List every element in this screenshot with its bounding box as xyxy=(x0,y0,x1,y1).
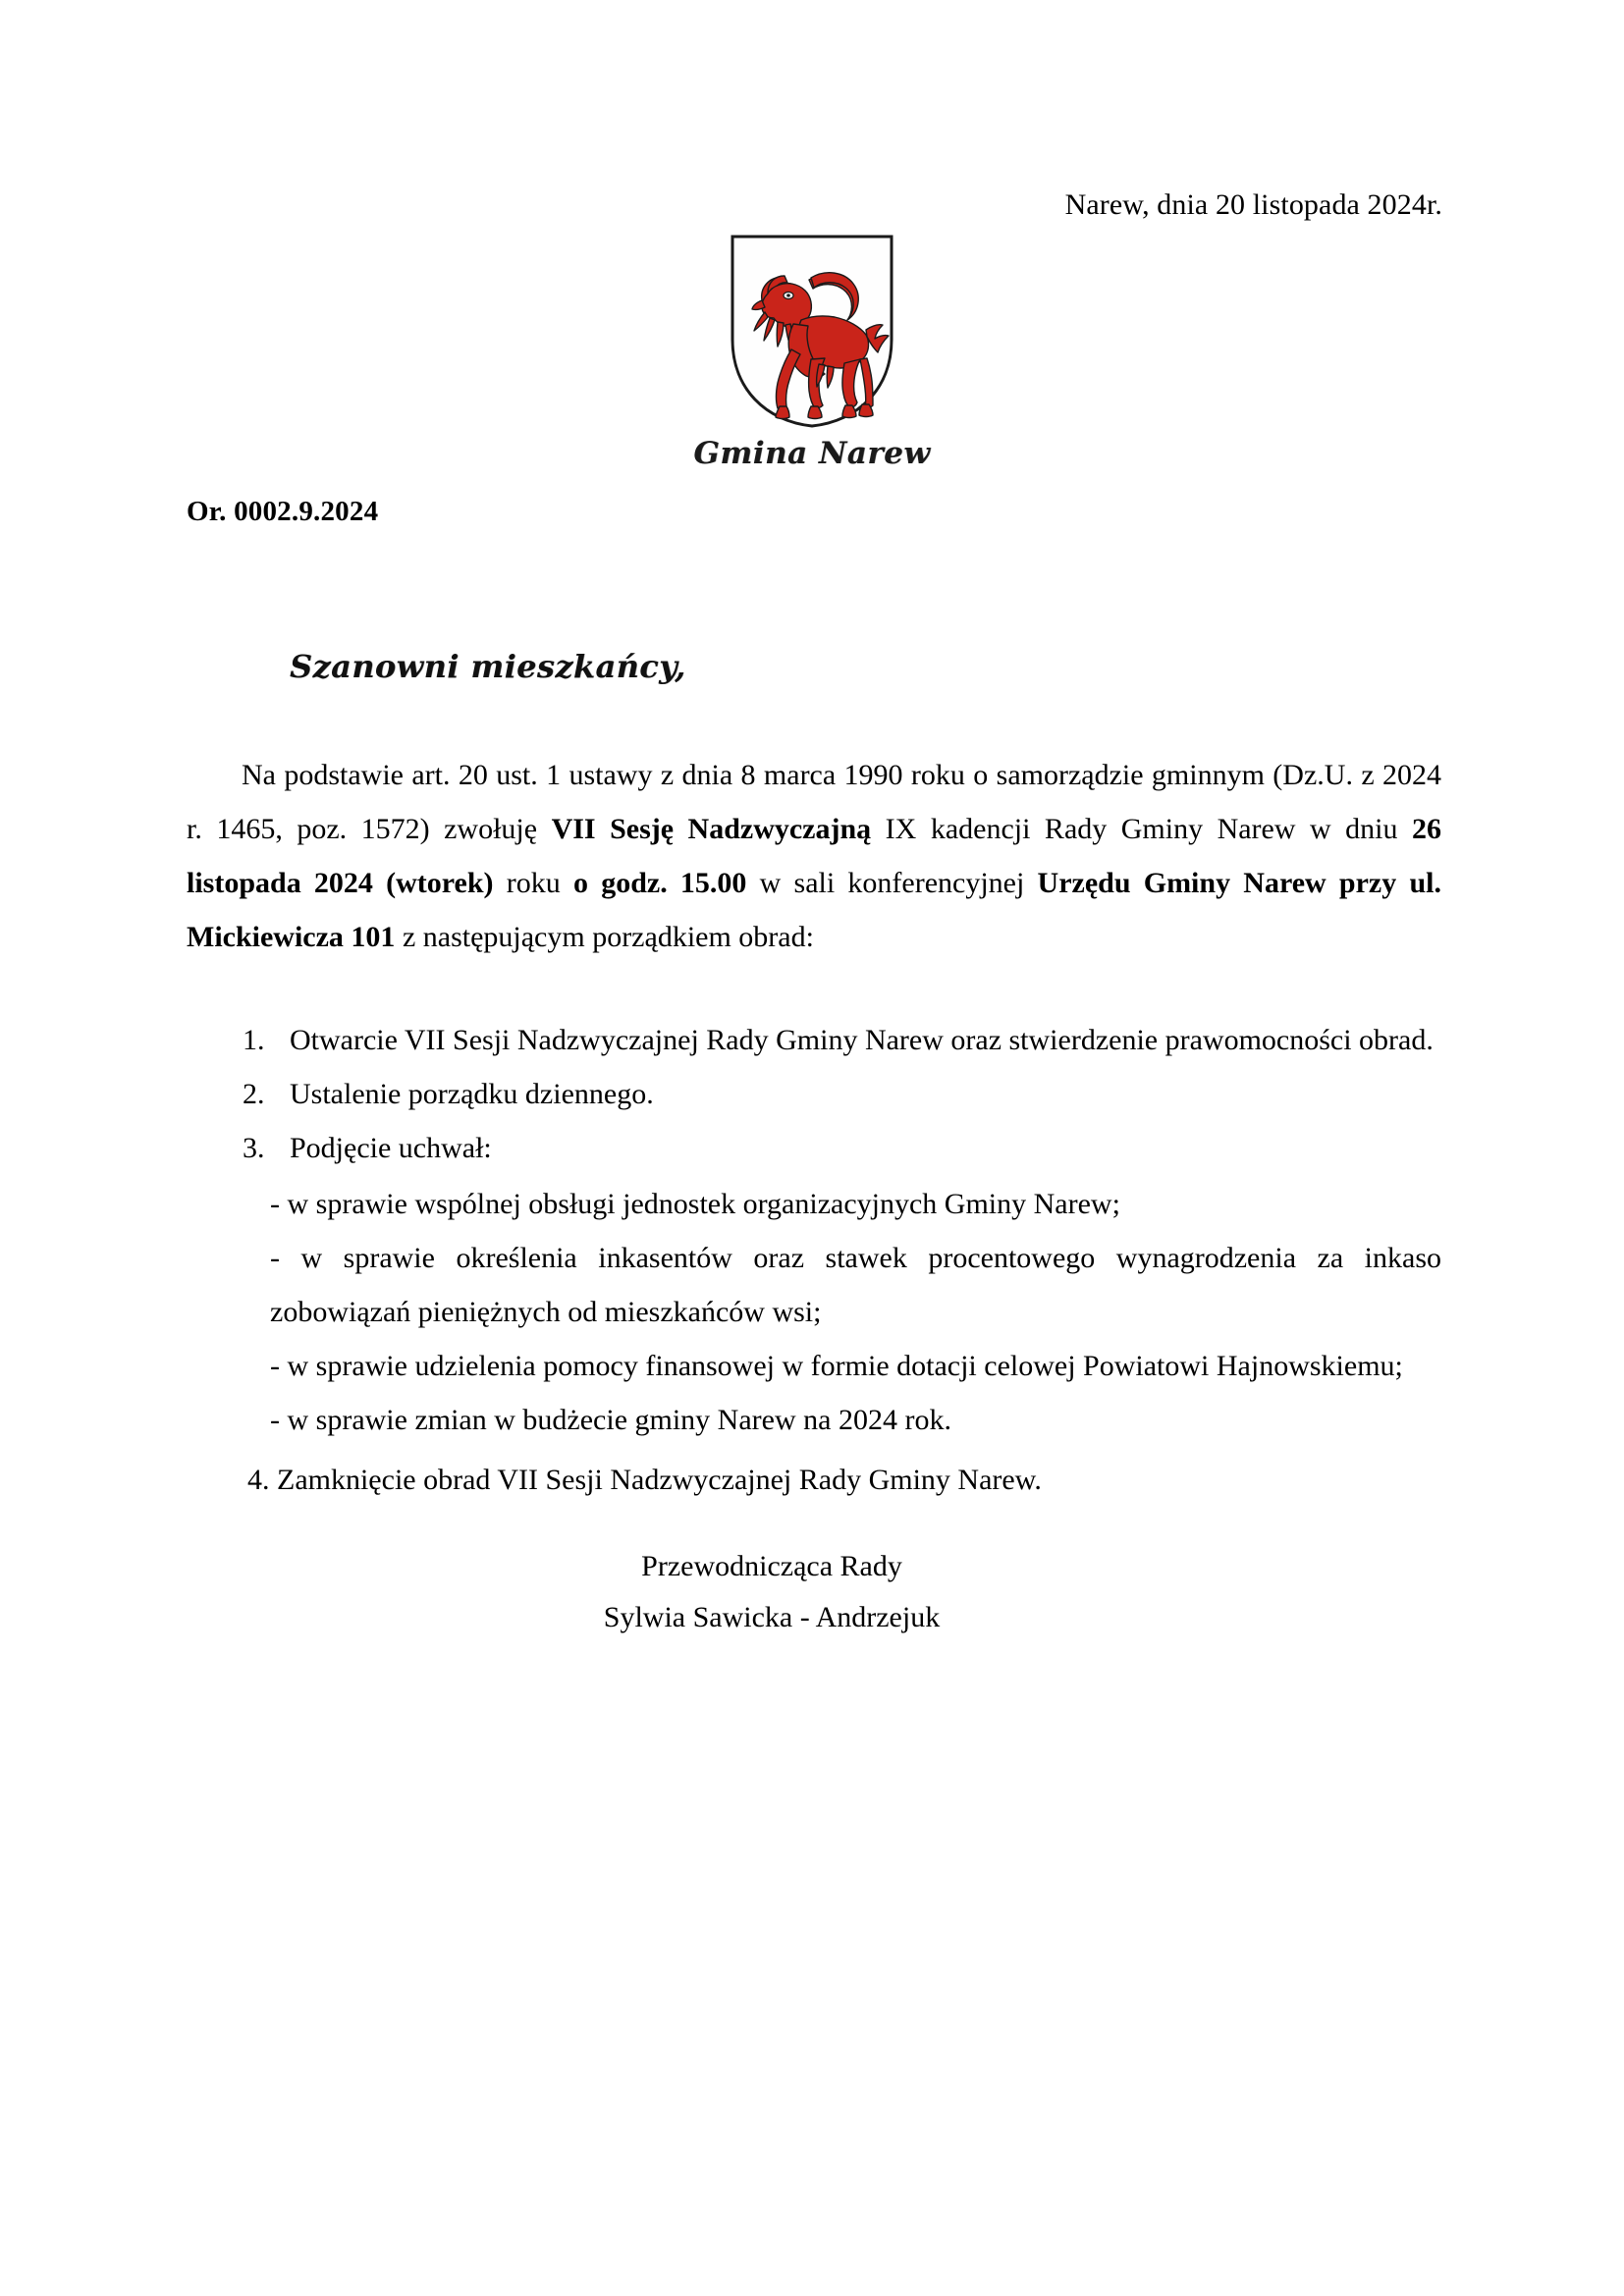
agenda-sub-item: - w sprawie wspólnej obsługi jednostek organizacyjnych Gminy Narew; xyxy=(270,1188,1120,1220)
body-text-part: z następującym porządkiem obrad: xyxy=(395,921,814,953)
agenda-list xyxy=(187,1013,1441,1507)
signature-block xyxy=(0,1541,1624,1643)
emblem-caption: Gmina Narew xyxy=(693,436,931,471)
agenda-item xyxy=(187,1067,1441,1121)
agenda-item-label: Podjęcie uchwał: xyxy=(290,1132,492,1164)
agenda-item-number: 3. xyxy=(243,1132,265,1164)
signature-name: Sylwia Sawicka - Andrzejuk xyxy=(603,1601,941,1633)
signature-role: Przewodnicząca Rady xyxy=(641,1550,902,1582)
agenda-sub-item: - w sprawie zmian w budżecie gminy Narew na 2024 rok. xyxy=(270,1404,951,1436)
agenda-sub-item: - w sprawie określenia inkasentów oraz stawek procentowego wynagrodzenia za inkaso zobowiązań pieniężnych od mieszkańców wsi; xyxy=(270,1242,1441,1328)
agenda-sub-list xyxy=(187,1177,1441,1447)
agenda-item-label: Otwarcie VII Sesji Nadzwyczajnej Rady Gminy Narew oraz stwierdzenie prawomocności obrad. xyxy=(290,1024,1434,1056)
salutation: Szanowni mieszkańcy, xyxy=(290,648,686,685)
body-bold-date: 26 listopada 2024 (wtorek) xyxy=(187,813,1441,899)
body-text-part: roku xyxy=(493,867,573,899)
agenda-item-label: Ustalenie porządku dziennego. xyxy=(290,1078,654,1110)
coat-of-arms-narew-icon xyxy=(729,234,895,430)
agenda-item xyxy=(187,1121,1441,1175)
body-text-part: IX kadencji Rady Gminy Narew w dniu xyxy=(871,813,1412,845)
agenda-item-number: 1. xyxy=(243,1024,265,1056)
body-bold-session: VII Sesję Nadzwyczajną xyxy=(551,813,872,845)
agenda-item-number: 2. xyxy=(243,1078,265,1110)
document-date: Narew, dnia 20 listopada 2024r. xyxy=(1064,188,1442,221)
body-text-part: w sali konferencyjnej xyxy=(746,867,1038,899)
body-paragraph xyxy=(187,748,1441,964)
body-bold-time: o godz. 15.00 xyxy=(572,867,747,899)
body-text-part: Na podstawie art. 20 ust. 1 ustawy z dnia 8 marca 1990 roku o samorządzie gminnym (Dz.U. z 2024 r. 1465, poz. 1572) zwołuję xyxy=(187,759,1441,845)
agenda-item xyxy=(187,1013,1441,1067)
agenda-item-closing: 4. Zamknięcie obrad VII Sesji Nadzwyczajnej Rady Gminy Narew. xyxy=(247,1464,1042,1496)
reference-number: Or. 0002.9.2024 xyxy=(187,496,379,527)
body-bold-location: Urzędu Gminy Narew przy ul. Mickiewicza 101 xyxy=(187,867,1441,953)
emblem-block xyxy=(0,234,1624,471)
agenda-sub-item: - w sprawie udzielenia pomocy finansowej w formie dotacji celowej Powiatowi Hajnowskiemu; xyxy=(270,1350,1403,1382)
